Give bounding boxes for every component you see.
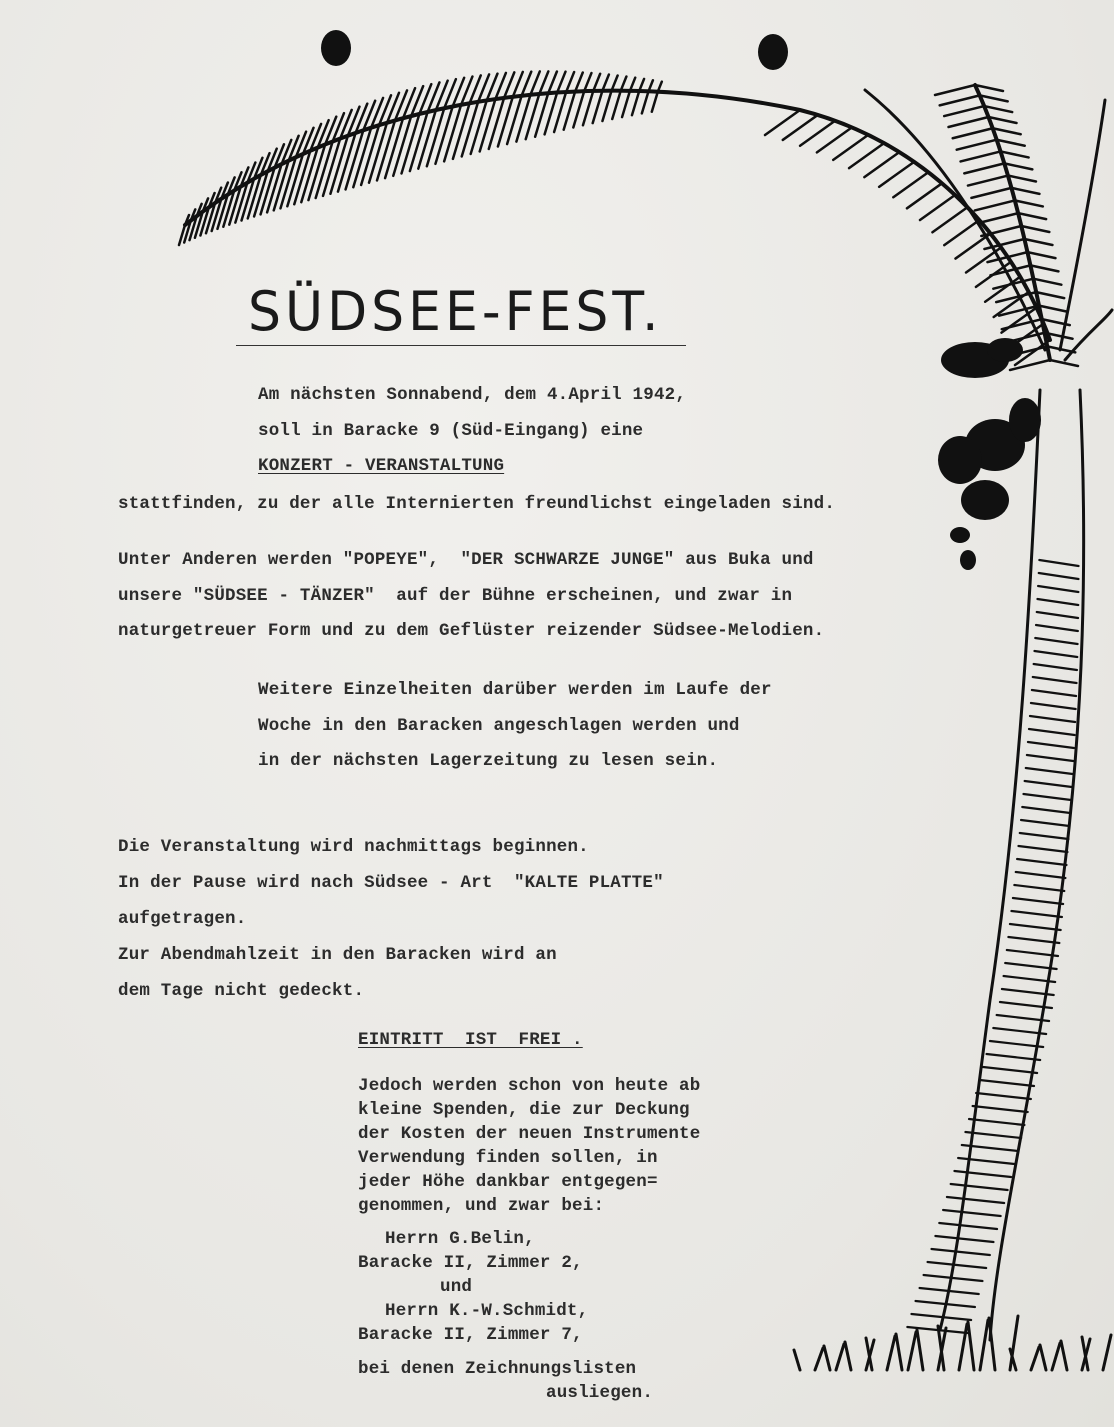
- trunk-ring: [947, 1197, 1004, 1203]
- trunk-ring: [935, 1236, 993, 1242]
- trunk-ring: [1013, 898, 1063, 904]
- frond-leaflet: [879, 162, 914, 187]
- frond-leaflet: [1008, 176, 1036, 182]
- frond-leaflet: [584, 73, 591, 91]
- frond-leaflet: [1027, 252, 1055, 258]
- grass-blade: [845, 1342, 851, 1370]
- trunk-ring: [990, 1041, 1043, 1047]
- text-line-donation-1: Jedoch werden schon von heute ab: [358, 1076, 701, 1096]
- frond-leaflet: [480, 99, 496, 151]
- frond-leaflet: [530, 71, 539, 94]
- trunk-ring: [1026, 768, 1073, 774]
- trunk-ring: [1030, 716, 1075, 722]
- trunk-ring: [1034, 651, 1077, 657]
- trunk-ring: [1037, 612, 1078, 618]
- grass-blade: [815, 1348, 823, 1370]
- grass-blade: [917, 1330, 923, 1370]
- text-line-details-1: Weitere Einzelheiten darüber werden im Laufe der: [258, 680, 772, 700]
- frond-leaflet: [989, 117, 1017, 123]
- grass-blade: [980, 1320, 988, 1370]
- frond-leaflet: [622, 91, 630, 117]
- trunk-ring: [980, 1080, 1034, 1086]
- trunk-ring: [973, 1106, 1028, 1112]
- grass-blade: [908, 1332, 916, 1370]
- frond-leaflet: [1039, 306, 1067, 312]
- trunk-ring: [1023, 794, 1071, 800]
- frond-leaflet: [602, 75, 608, 91]
- grass-blade: [836, 1344, 844, 1370]
- trunk-ring: [1021, 820, 1069, 826]
- trunk-ring: [976, 1093, 1031, 1099]
- trunk-ring: [1017, 859, 1066, 865]
- trunk-ring: [1014, 885, 1064, 891]
- trunk-ring: [931, 1249, 989, 1255]
- trunk-ring: [928, 1262, 987, 1268]
- trunk-ring: [1018, 846, 1067, 852]
- frond-leaflet: [444, 105, 461, 162]
- trunk-ring: [1028, 742, 1074, 748]
- frond-leaflet: [975, 200, 1015, 210]
- trunk-ring: [943, 1210, 1001, 1216]
- grass-blade: [794, 1350, 800, 1370]
- frond-leaflet: [489, 98, 504, 149]
- trunk-ring: [1029, 729, 1075, 735]
- frond-leaflet: [507, 96, 521, 144]
- text-line-contact-2-room: Baracke II, Zimmer 7,: [358, 1325, 583, 1345]
- frond-leaflet: [953, 128, 993, 138]
- text-line-lists-2: ausliegen.: [546, 1383, 654, 1403]
- frond-leaflet: [849, 143, 884, 168]
- text-line-dinner-1: Zur Abendmahlzeit in den Baracken wird an: [118, 945, 557, 965]
- frond-leaflet: [612, 75, 618, 90]
- text-line-invitation: stattfinden, zu der alle Internierten freundlichst eingeladen sind.: [118, 494, 836, 514]
- frond-leaflet: [621, 77, 627, 91]
- trunk-ring: [954, 1171, 1011, 1177]
- grass-blade: [1052, 1343, 1060, 1370]
- frond-leaflet: [968, 176, 1008, 186]
- frond-leaflet: [498, 97, 513, 147]
- text-line-performers-3: naturgetreuer Form und zu dem Geflüster reizender Südsee-Melodien.: [118, 621, 825, 641]
- frond-leaflet: [557, 72, 565, 93]
- frond-leaflet: [957, 140, 997, 150]
- grass-blade: [824, 1346, 830, 1370]
- trunk-ring: [951, 1184, 1008, 1190]
- frond-leaflet: [984, 106, 1012, 112]
- frond-leaflet: [997, 140, 1025, 146]
- trunk-ring: [1007, 950, 1058, 956]
- frond-leaflet: [566, 72, 574, 92]
- frond-leaflet: [573, 91, 584, 127]
- text-line-donation-4: Verwendung finden sollen, in: [358, 1148, 658, 1168]
- frond-leaflet: [961, 151, 1001, 161]
- trunk-ring: [939, 1223, 997, 1229]
- text-line-pause: In der Pause wird nach Südsee - Art "KALTE PLATTE": [118, 873, 664, 893]
- frond-leaflet: [410, 112, 428, 171]
- text-line-admission: EINTRITT IST FREI .: [358, 1030, 583, 1050]
- trunk-ring: [1034, 664, 1077, 670]
- text-line-contact-1-name: Herrn G.Belin,: [385, 1229, 535, 1249]
- trunk-ring: [1037, 599, 1078, 605]
- frond-leaflet: [944, 220, 979, 245]
- frond-leaflet: [1001, 151, 1029, 157]
- trunk-ring: [1036, 625, 1078, 631]
- frond-leaflet: [1030, 265, 1058, 271]
- trunk-ring: [983, 1067, 1037, 1073]
- trunk-ring: [1031, 703, 1076, 709]
- frond-leaflet: [932, 207, 967, 232]
- title-underline: [236, 345, 686, 346]
- frond-leaflet: [1036, 292, 1064, 298]
- frond-leaflet: [453, 103, 470, 159]
- trunk-ring: [1005, 963, 1056, 969]
- trunk-ring: [987, 1054, 1041, 1060]
- frond-leaflet: [920, 195, 955, 220]
- text-line-donation-3: der Kosten der neuen Instrumente: [358, 1124, 701, 1144]
- text-line-event: KONZERT - VERANSTALTUNG: [258, 456, 505, 476]
- frond-leaflet: [652, 92, 658, 112]
- frond-leaflet: [642, 91, 649, 113]
- frond-leaflet: [944, 106, 984, 116]
- trunk-ring: [1035, 638, 1077, 644]
- frond-leaflet: [940, 95, 980, 105]
- frond-leaflet: [418, 110, 436, 169]
- trunk-ring: [1010, 924, 1061, 930]
- text-line-served: aufgetragen.: [118, 909, 247, 929]
- frond-leaflet: [949, 117, 989, 127]
- text-line-start: Die Veranstaltung wird nachmittags beginnen.: [118, 837, 589, 857]
- grass-blade: [1103, 1335, 1111, 1370]
- trunk-ring: [1039, 573, 1079, 579]
- frond-leaflet: [612, 91, 620, 119]
- frond-leaflet: [1011, 188, 1039, 194]
- text-line-donation-5: jeder Höhe dankbar entgegen=: [358, 1172, 658, 1192]
- frond-leaflet: [539, 71, 548, 94]
- frond-leaflet: [1021, 226, 1049, 232]
- grass-blade: [896, 1334, 902, 1370]
- grass-blade: [959, 1324, 967, 1370]
- frond-leaflet: [575, 72, 583, 91]
- text-line-details-2: Woche in den Baracken angeschlagen werden und: [258, 716, 740, 736]
- frond-leaflet: [990, 265, 1030, 275]
- text-line-location: soll in Baracke 9 (Süd-Eingang) eine: [258, 421, 644, 441]
- frond-leaflet: [935, 85, 975, 95]
- text-line-lists-1: bei denen Zeichnungslisten: [358, 1359, 637, 1379]
- frond-leaflet: [593, 91, 603, 123]
- text-line-contact-1-room: Baracke II, Zimmer 2,: [358, 1253, 583, 1273]
- text-line-performers-2: unsere "SÜDSEE - TÄNZER" auf der Bühne erscheinen, und zwar in: [118, 586, 793, 606]
- trunk-ring: [1008, 937, 1059, 943]
- frond-leaflet: [462, 102, 478, 157]
- trunk-ring: [1011, 911, 1061, 917]
- frond-leaflet: [993, 128, 1021, 134]
- trunk-ring: [1016, 872, 1066, 878]
- frond-leaflet: [1004, 163, 1032, 169]
- grass-blade: [887, 1336, 895, 1370]
- frond-leaflet: [632, 91, 639, 115]
- frond-leaflet: [548, 71, 557, 93]
- grass-blade: [1061, 1341, 1067, 1370]
- frond-leaflet: [522, 72, 532, 96]
- text-line-donation-6: genommen, und zwar bei:: [358, 1196, 605, 1216]
- text-line-and: und: [440, 1277, 473, 1297]
- trunk-ring: [1025, 781, 1072, 787]
- frond-leaflet: [471, 100, 487, 154]
- frond-leaflet: [593, 74, 600, 91]
- frond-leaflet: [1033, 279, 1061, 285]
- frond-leaflet: [402, 114, 420, 174]
- page-title: SÜDSEE-FEST.: [248, 280, 663, 344]
- frond-leaflet: [583, 91, 593, 125]
- trunk-ring: [1032, 690, 1076, 696]
- trunk-ring: [1027, 755, 1073, 761]
- frond-leaflet: [964, 163, 1004, 173]
- trunk-ring: [958, 1158, 1014, 1164]
- grass-blade: [1031, 1347, 1039, 1370]
- frond-leaflet: [907, 183, 942, 208]
- frond-leaflet: [602, 91, 611, 121]
- frond-leaflet: [971, 188, 1011, 198]
- frond-leaflet: [435, 106, 452, 163]
- trunk-ring: [1022, 807, 1070, 813]
- trunk-ring: [1020, 833, 1069, 839]
- frond-leaflet: [1015, 200, 1043, 206]
- frond-leaflet: [1024, 239, 1052, 245]
- trunk-ring: [1039, 560, 1078, 566]
- text-line-date: Am nächsten Sonnabend, dem 4.April 1942,: [258, 385, 687, 405]
- frond-leaflet: [864, 152, 899, 177]
- trunk-ring: [1033, 677, 1077, 683]
- text-line-contact-2-name: Herrn K.-W.Schmidt,: [385, 1301, 589, 1321]
- frond-leaflet: [893, 172, 928, 197]
- grass-blade: [968, 1322, 974, 1370]
- grass-blade: [1040, 1345, 1046, 1370]
- frond-leaflet: [978, 213, 1018, 223]
- frond-leaflet: [630, 78, 635, 91]
- frond-leaflet: [1018, 213, 1046, 219]
- frond-leaflet: [833, 135, 868, 160]
- trunk-ring: [969, 1119, 1024, 1125]
- text-line-dinner-2: dem Tage nicht gedeckt.: [118, 981, 365, 1001]
- frond-leaflet: [427, 108, 444, 166]
- trunk-ring: [1038, 586, 1078, 592]
- text-line-performers-1: Unter Anderen werden "POPEYE", "DER SCHWARZE JUNGE" aus Buka und: [118, 550, 814, 570]
- text-line-donation-2: kleine Spenden, die zur Deckung: [358, 1100, 690, 1120]
- text-line-details-3: in der nächsten Lagerzeitung zu lesen sein.: [258, 751, 719, 771]
